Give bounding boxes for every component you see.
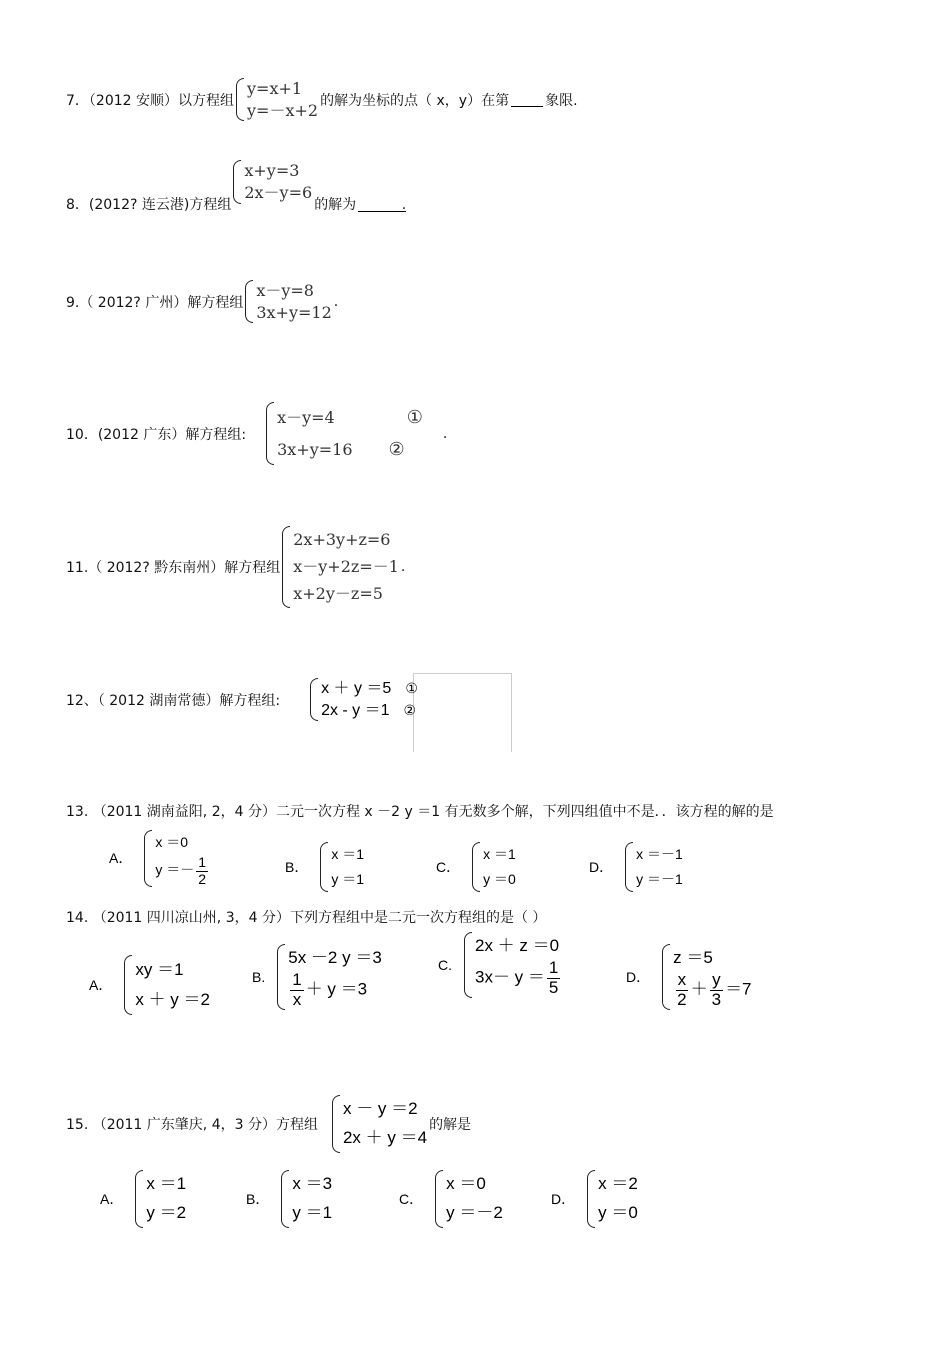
q14-d-line1: z ＝5	[673, 948, 713, 967]
option-label: A．	[89, 976, 113, 993]
option-label: C.	[438, 956, 452, 973]
q15-d-line2: y ＝0	[598, 1202, 638, 1222]
question-8	[66, 150, 408, 214]
q11-eq1: 2x+3y+z=6	[293, 530, 391, 549]
left-brace	[144, 830, 152, 887]
q15-option-d	[551, 1170, 640, 1228]
q14-b-line2	[288, 971, 382, 1009]
q15-a-line1: x ＝1	[146, 1174, 187, 1193]
q15-system	[332, 1095, 427, 1153]
question-11	[66, 526, 405, 608]
question-9	[66, 280, 338, 323]
fraction	[290, 971, 303, 1009]
q13-option-a	[109, 830, 212, 887]
q15-b-line1: x ＝3	[292, 1174, 333, 1193]
denominator: 3	[711, 989, 722, 1009]
q15-suffix: 的解是	[429, 1116, 472, 1133]
q14-a-line2: x ＋ y ＝2	[135, 989, 210, 1009]
denominator: 2	[198, 870, 207, 887]
q11-suffix: .	[400, 558, 406, 575]
option-label: B.	[252, 968, 266, 985]
q14-d-line2-text: ＝7	[725, 979, 752, 999]
q14-option-a	[89, 955, 212, 1015]
q13-a-line2-text: y ＝－	[155, 861, 195, 878]
q14-stem: 14. （2011 四川凉山州, 3，4 分）下列方程组中是二元一次方程组的是（ ）	[66, 910, 547, 926]
q13-d-line2: y ＝－1	[636, 871, 683, 888]
q13-stem: 13. （2011 湖南益阳, 2，4 分）二元一次方程 x －2 y ＝1 有无数多个解，下列四组值中不是．．该方程的解的是	[66, 804, 774, 820]
q10-eq1	[277, 402, 423, 434]
q12-prefix: 12、（ 2012 湖南常德）解方程组:	[66, 692, 281, 709]
q10-eq1-text: x－y=4	[277, 408, 335, 427]
q15-option-b	[246, 1170, 334, 1228]
left-brace	[332, 1095, 340, 1153]
circled-two-marker: ②	[403, 701, 417, 718]
q12-eq1	[321, 678, 418, 700]
left-brace	[124, 955, 132, 1015]
circled-one-marker: ①	[406, 407, 423, 428]
q13-d-line1: x ＝－1	[636, 846, 683, 862]
numerator: 1	[198, 854, 207, 871]
left-brace	[266, 402, 274, 465]
q14-option-d	[626, 944, 754, 1010]
left-brace	[233, 160, 241, 203]
q8-prefix: 8．(2012? 连云港)方程组	[66, 197, 232, 213]
q14-c-line1: 2x ＋ z ＝0	[475, 936, 560, 955]
option-label: B．	[285, 859, 309, 876]
question-7	[66, 78, 578, 121]
left-brace	[625, 842, 633, 892]
q8-dot: .	[401, 196, 407, 213]
left-brace	[472, 842, 480, 892]
left-brace	[587, 1170, 595, 1228]
q13-option-c	[436, 842, 518, 892]
left-brace	[245, 280, 253, 323]
q10-prefix: 10．(2012 广东）解方程组:	[66, 426, 247, 443]
q13-option-d	[589, 842, 685, 892]
q14-a-line1: xy ＝1	[135, 960, 184, 979]
q7-eq1: y=x+1	[247, 79, 303, 98]
fraction	[710, 971, 723, 1009]
q14-option-c	[438, 932, 564, 998]
q15-d-line1: x ＝2	[598, 1174, 638, 1193]
q11-eq2: x－y+2z=－1	[293, 557, 399, 577]
q8-eq2: 2x－y=6	[244, 183, 313, 202]
option-label: A．	[109, 850, 133, 867]
q8-system	[233, 160, 312, 203]
q10-suffix: .	[442, 425, 448, 442]
left-brace	[282, 526, 290, 608]
q9-suffix: .	[333, 293, 339, 310]
q14-option-b	[252, 944, 384, 1010]
left-brace	[310, 678, 318, 721]
q15-option-c	[399, 1170, 505, 1228]
denominator: x	[292, 989, 302, 1009]
circled-two-marker: ②	[388, 438, 405, 460]
left-brace	[435, 1170, 443, 1228]
q9-eq1: x－y=8	[256, 281, 314, 300]
q13-option-b	[285, 842, 366, 892]
q14-b-line2-text: ＋ y ＝3	[305, 979, 368, 999]
q11-prefix: 11.（ 2012? 黔东南州）解方程组	[66, 559, 281, 576]
denominator: 5	[548, 977, 559, 997]
q10-eq2	[277, 434, 423, 466]
question-10	[66, 402, 447, 465]
q7-mid: 的解为坐标的点（ x，y）在第	[320, 92, 510, 109]
q12-eq2-text: 2x - y ＝1	[321, 701, 390, 719]
question-12	[66, 678, 420, 721]
q14-c-line2-text: 3x－ y ＝	[475, 967, 545, 987]
q15-b-line2: y ＝1	[292, 1202, 333, 1222]
answer-blank	[511, 92, 543, 107]
q12-system	[310, 678, 418, 721]
q13-c-line2: y ＝0	[483, 871, 516, 888]
q10-eq2-text: 3x+y=16	[277, 439, 353, 459]
left-brace	[320, 842, 328, 892]
q15-c-line1: x ＝0	[446, 1174, 486, 1193]
q7-eq2: y=－x+2	[247, 100, 319, 120]
q15-stem: 15. （2011 广东肇庆, 4，3 分）方程组	[66, 1116, 318, 1133]
option-label: B．	[246, 1190, 270, 1207]
q11-system	[282, 526, 399, 608]
numerator: x	[677, 970, 687, 990]
marker-panel	[413, 673, 512, 752]
q13-a-line2	[155, 855, 210, 887]
circled-one-marker: ①	[405, 680, 418, 696]
numerator: 1	[292, 970, 302, 990]
left-brace	[135, 1170, 143, 1228]
q15-a-line2: y ＝2	[146, 1202, 187, 1222]
q12-eq1-text: x ＋ y ＝5	[321, 680, 392, 697]
left-brace	[236, 78, 244, 121]
q15-option-a	[100, 1170, 188, 1228]
plus-sign: ＋	[690, 979, 708, 999]
option-label: D．	[626, 968, 651, 985]
left-brace	[662, 944, 670, 1010]
q14-d-line2	[673, 971, 751, 1009]
question-15	[66, 1095, 471, 1153]
option-label: D．	[589, 859, 614, 876]
denominator: 2	[677, 989, 687, 1009]
q9-prefix: 9.（ 2012? 广州）解方程组	[66, 294, 244, 311]
q13-a-line1: x ＝0	[155, 834, 189, 850]
q14-b-line1: 5x －2 y ＝3	[288, 948, 382, 967]
option-label: A．	[100, 1190, 124, 1207]
q15-c-line2: y ＝－2	[446, 1202, 503, 1222]
numerator: y	[712, 970, 721, 990]
option-label: D．	[551, 1190, 576, 1207]
answer-blank	[358, 197, 406, 212]
q7-prefix: 7．（2012 安顺）以方程组	[66, 92, 234, 109]
option-label: C．	[436, 859, 461, 876]
q11-eq3: x+2y－z=5	[293, 584, 383, 604]
q13-b-line2: y ＝1	[331, 871, 365, 888]
q8-suffix: 的解为	[314, 197, 357, 213]
q8-eq1: x+y=3	[244, 161, 300, 181]
fraction	[196, 855, 208, 887]
q15-eq1: x － y ＝2	[342, 1099, 418, 1118]
q9-system	[245, 280, 331, 323]
q13-b-line1: x ＝1	[331, 846, 365, 862]
left-brace	[277, 944, 285, 1010]
q7-suffix: 象限.	[545, 92, 578, 109]
left-brace	[281, 1170, 289, 1228]
fraction	[675, 971, 688, 1009]
q13-c-line1: x ＝1	[483, 846, 516, 862]
q10-system	[266, 402, 423, 465]
q15-eq2: 2x ＋ y ＝4	[342, 1127, 428, 1147]
q7-system	[236, 78, 318, 121]
option-label: C．	[399, 1190, 424, 1207]
q12-eq2	[321, 700, 418, 722]
numerator: 1	[548, 958, 559, 978]
fraction	[547, 959, 560, 997]
left-brace	[464, 932, 472, 998]
q14-c-line2	[475, 959, 562, 997]
q9-eq2: 3x+y=12	[256, 302, 332, 322]
